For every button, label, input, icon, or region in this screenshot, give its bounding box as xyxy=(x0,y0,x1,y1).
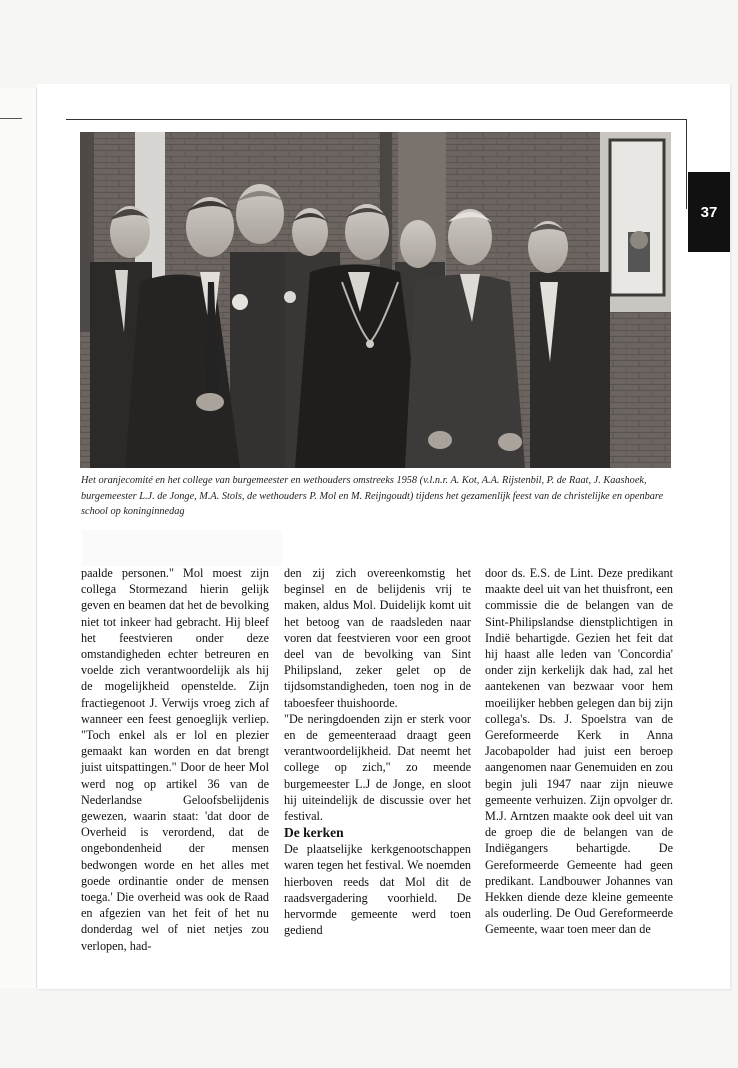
column-2-paragraph-3: De plaatselijke kerkgenootschappen waren tegen het festival. We noemden hierboven reeds dat Mol dit de raadsvergadering voorhield. De hervormde gemeente werd toen gediend xyxy=(284,842,471,938)
top-rule xyxy=(66,119,686,120)
column-3-text: door ds. E.S. de Lint. Deze predikant maakte deel uit van het thuisfront, een commissie die de belangen van de Sint-Philipslandse dienstplichtigen in Indië behartigde. Gezien het feit dat hij haast alle leden van 'Concordia' onder zijn kerkelijk dak had, zal het aantekenen van bezwaar voor hem moeilijker hebben gelegen dan bij zijn collega's. Ds. J. Spoelstra van de Gereformeerde Kerk in Anna Jacobapolder had juist een beroep aangenomen naar Genemuiden en zou begin juli 1947 naar zijn nieuwe gemeente verhuizen. Zijn opvolger dr. M.J. Arntzen maakte ook deel uit van de groep die de belangen van de Indiëgangers behartigde. De Gereformeerde Gemeente had geen predikant. Landbouwer Johannes van Hekken diende deze kleine gemeente als ouderling. De Oud Gereformeerde Gemeente, waar toen meer dan de xyxy=(485,566,673,937)
column-2-paragraph-1: den zij zich overeenkomstig het beginsel en de belijdenis vrij te maken, aldus Mol. Duidelijk komt uit het betoog van de raadsleden naar voren dat feestvieren voor een groot deel van de bevolking van Sint Philipsland, zeker gelet op de tijdsomstandigheden, toen nog in de taboesfeer thuishoorde. xyxy=(284,566,471,710)
article-column-2 xyxy=(284,565,471,938)
facing-page-edge xyxy=(0,88,37,988)
article-column-3 xyxy=(485,565,673,938)
facing-page-rule xyxy=(0,118,22,119)
page-number-tab xyxy=(688,172,730,252)
faded-overlay xyxy=(82,530,282,566)
corner-rule xyxy=(686,119,687,209)
section-heading: De kerken xyxy=(284,825,344,841)
column-2-paragraph-2: "De neringdoenden zijn er sterk voor en de gemeenteraad draagt geen verantwoordelijkheid. Dat neemt het college op zich," zo meende burgemeester L.J de Jonge, en sloot hij uiteindelijk de discussie over het festival. xyxy=(284,711,471,824)
group-photo xyxy=(80,132,671,468)
article-column-1 xyxy=(81,565,269,954)
page-number: 37 xyxy=(700,203,718,221)
photo-caption: Het oranjecomité en het college van burgemeester en wethouders omstreeks 1958 (v.l.n.r. A. Kot, A.A. Rijstenbil, P. de Raat, J. Kaashoek, burgemeester L.J. de Jonge, M.A. Stols, de wethouders P. Mol en M. Reijngoudt) tijdens het gezamenlijk feest van de christelijke en openbare school op koninginnedag xyxy=(81,475,664,517)
column-1-text: paalde personen." Mol moest zijn collega Stormezand hierin gelijk geven en beamen dat het de bevolking niet tot inkeer had gebracht. Hij bleef het feestvieren onder deze omstandigheden echter betreuren en voelde zich verantwoordelijk als hij de mogelijkheid openstelde. Zijn fractiegenoot J. Verwijs vroeg zich af wanneer een feest genoeglijk verliep. "Toch enkel als er lol en plezier gemaakt kan worden en dat brengt juist uitspattingen." Door de heer Mol werd nog op artikel 36 van de Nederlandse Geloofsbelijdenis gewezen, waarin staat: 'dat door de Overheid is verordend, dat de ongebondenheid der mensen bedwongen worde en het alles met goede ordinantie onder de mensen toega.' Die overheid was ook de Raad en afgezien van het feit of het nu donderdag wel of niet netjes zou verlopen, had- xyxy=(81,566,269,953)
